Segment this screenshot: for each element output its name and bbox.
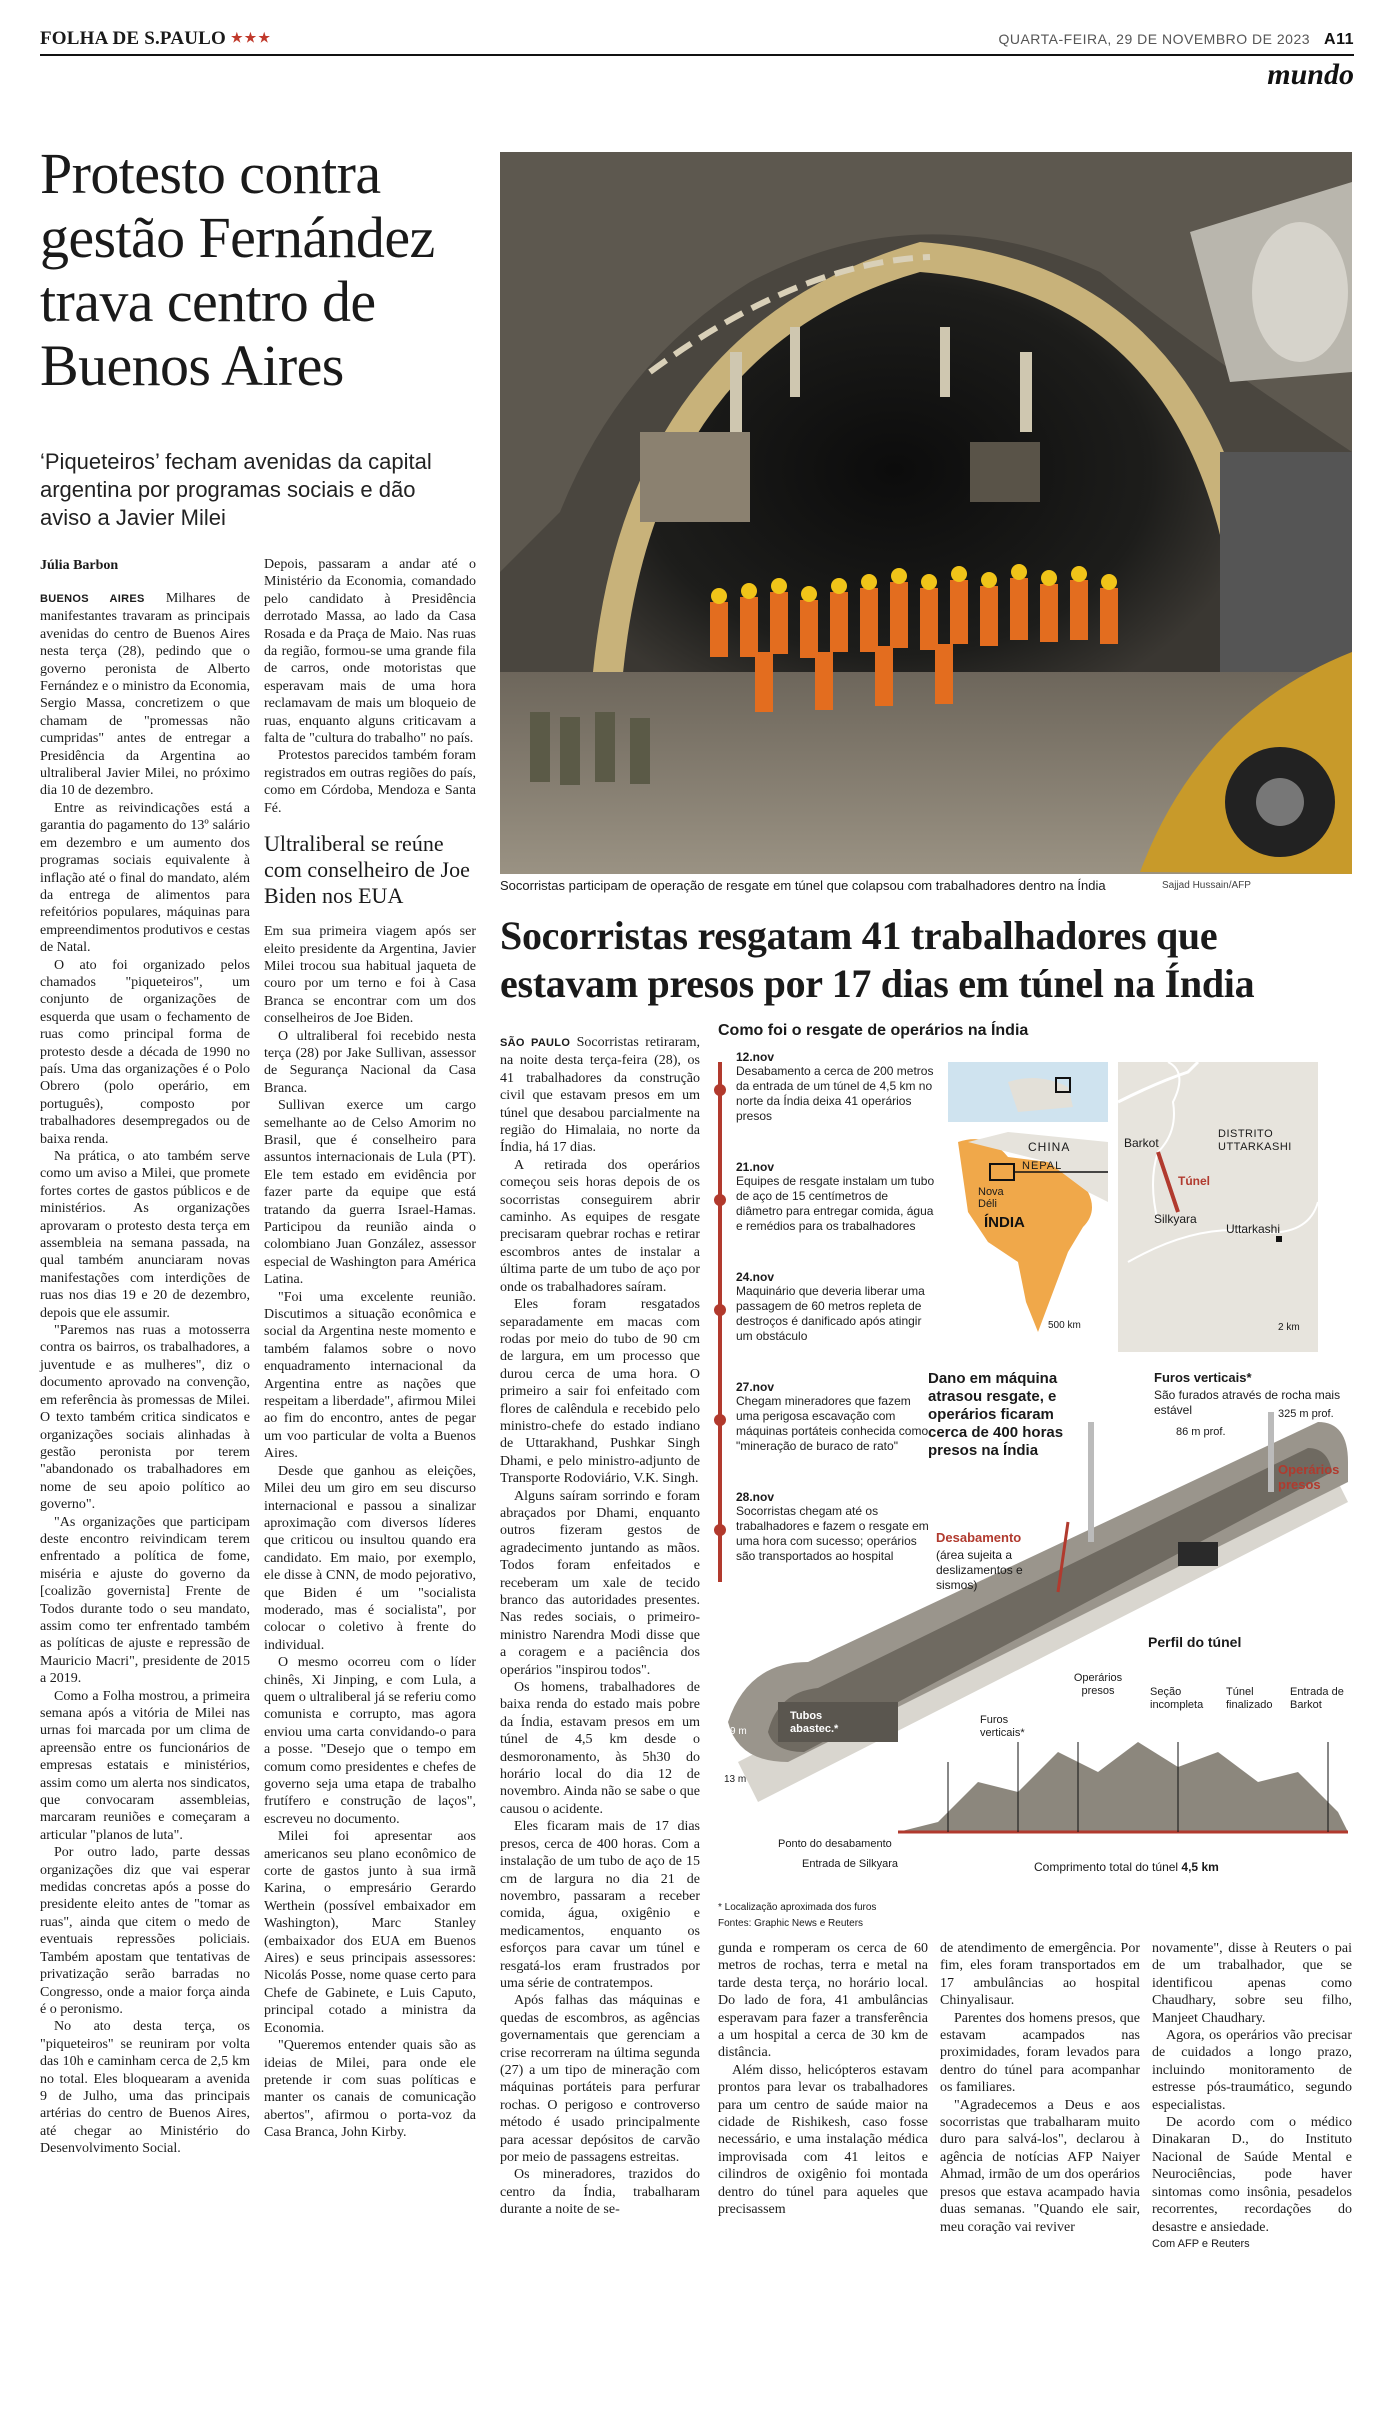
- timeline-text: Socorristas chegam até os trabalhadores e fazem o resgate em uma hora com sucesso; operários são transportados ao hospital: [736, 1504, 929, 1563]
- paragraph: "Paremos nas ruas a motosserra contra os bairros, os trabalhadores, a juventude e as mulheres", diz o documento aprovado na convenção, em referência às promessas de Milei. O texto também critica sindicatos e organizações sociais alinhadas à gestão peronista por terem "abandonado os trabalhadores em nome de seu apoio político ao governo".: [40, 1323, 250, 1513]
- paragraph: [40, 590, 250, 800]
- paragraph: O mesmo ocorreu com o líder chinês, Xi Jinping, e com Lula, a quem o ultraliberal já se referiu como comunista e corrupto, mas agora enviou uma carta convidando-o para a posse. "Desejo que o tempo em comum como presidentes e chefes de governo seja uma etapa de trabalho frutífero e construção de laços", escreveu no documento.: [264, 1655, 476, 1827]
- deck-argentina: ‘Piqueteiros’ fecham avenidas da capital argentina por programas sociais e dão aviso a Javier Milei: [40, 449, 432, 530]
- map-scale: 2 km: [1278, 1322, 1300, 1333]
- map-label-uttarkashi: Uttarkashi: [1226, 1222, 1281, 1236]
- map-label-nepal: NEPAL: [1022, 1160, 1063, 1172]
- infographic-sources: Fontes: Graphic News e Reuters: [718, 1918, 864, 1929]
- subheading-biden: Ultraliberal se reúne com conselheiro de Joe Biden nos EUA: [264, 831, 470, 909]
- timeline-item: [736, 1050, 936, 1160]
- paragraph: A retirada dos operários começou seis horas depois de os socorristas conseguirem abrir caminho. As equipes de resgate precisaram quebrar rochas e retirar escombros antes de instalar a última parte de um tubo de aço por onde os trabalhadores saíram.: [500, 1157, 700, 1295]
- agency-credit: Com AFP e Reuters: [1152, 2237, 1250, 2250]
- uttarkashi-map-shape: [1118, 1062, 1318, 1352]
- byline: Júlia Barbon: [40, 558, 119, 573]
- collapse-label: Desabamento: [936, 1530, 1022, 1545]
- paragraph: Após falhas das máquinas e quedas de escombros, as agências governamentais que gerenciam a crise recorreram na última segunda (27) a um tipo de mineração com máquinas portáteis para perfurar rochas. O perigoso e controverso método é usado principalmente para acessar depósitos de carvão por meio de passagens estreitas.: [500, 1993, 700, 2165]
- dimension-label: 13 m: [724, 1774, 747, 1785]
- map-scale: 500 km: [1048, 1320, 1081, 1331]
- article-column-4: [718, 1940, 928, 2218]
- paragraph: Além disso, helicópteros estavam prontos para levar os trabalhadores para um centro de saúde maior na cidade de Rishikesh, caso fosse necessário, e uma instalação médica improvisada com 41 leitos e cilindros de oxigênio foi montada dentro do túnel para aqueles que precisassem: [718, 2062, 928, 2218]
- trapped-workers-label: Operários presos: [1278, 1462, 1340, 1492]
- paragraph-text: Milhares de manifestantes travaram as principais avenidas do centro de Buenos Aires nesta terça (28), pedindo que o governo peronista de Alberto Fernández e o ministro da Economia, Sergio Massa, concretizem o que chamam de "promessas não cumpridas" antes de entregar a Presidência da Argentina ao ultraliberal Javier Milei, no próximo dia 10 de dezembro.: [40, 591, 251, 799]
- paragraph: O ato foi organizado pelos chamados "piqueteiros", um conjunto de organizações de esquerda que usam o fechamento de ruas como principal forma de protesto desde a década de 1990 no país. Uma das organizações é o Polo Obrero (polo operário, em português), composto por trabalhadores desempregados ou de baixa renda.: [40, 957, 250, 1147]
- paragraph: novamente", disse à Reuters o pai de um trabalhador, que se identificou apenas como Chaudhary, sobre seu filho, Manjeet Chaudhary.: [1152, 1941, 1352, 2026]
- map-label-district: DISTRITO UTTARKASHI: [1218, 1128, 1292, 1153]
- timeline-date: 21.nov: [736, 1160, 775, 1174]
- uttarkashi-map: [1118, 1062, 1318, 1352]
- timeline-date: 12.nov: [736, 1050, 775, 1064]
- map-label-china: CHINA: [1028, 1140, 1071, 1154]
- paragraph: gunda e romperam os cerca de 60 metros de rochas, terra e metal na tarde desta terça, no horário local. Do lado de fora, 41 ambulâncias esperavam para fazer a transferência a um hospital a cerca de 30 km de distância.: [718, 1941, 928, 2061]
- paragraph: O ultraliberal foi recebido nesta terça (28) por Jake Sullivan, assessor de Segurança Nacional da Casa Branca.: [264, 1028, 476, 1096]
- article-column-3: [500, 1034, 701, 2218]
- timeline-text: Chegam mineradores que fazem uma perigosa escavação com máquinas portáteis conhecida como "mineração de buraco de rato": [736, 1394, 929, 1453]
- tunnel-length: [1034, 1860, 1219, 1874]
- paragraph: de atendimento de emergência. Por fim, eles foram transportados em 17 ambulâncias ao hospital Chinyalisaur.: [940, 1941, 1140, 2009]
- paragraph: "Foi uma excelente reunião. Discutimos a situação econômica e social da Argentina neste momento e também falamos sobre o novo enquadramento internacional da Argentina entre as nações que respeitam a liberdade", afirmou Milei ao fim do encontro, antes de pegar um voo particular de volta a Buenos Aires.: [264, 1289, 476, 1462]
- paragraph: Os mineradores, trazidos do centro da Índia, trabalharam durante a noite de se-: [500, 2167, 700, 2218]
- profile-label: Túnel finalizado: [1226, 1686, 1273, 1711]
- paragraph: Alguns saíram sorrindo e foram abraçados por Dhami, enquanto outros fizeram gestos de agradecimento juntando as mãos. Todos foram enfeitados e receberam um xale de tecido branco das autoridades presentes. Nas redes sociais, o primeiro-ministro Narendra Modi disse que a coragem e a paciência dos operários "inspirou todos".: [500, 1488, 700, 1678]
- infographic-footnote: * Localização aproximada dos furos: [718, 1902, 877, 1913]
- timeline-text: Equipes de resgate instalam um tubo de aço de 15 centímetros de diâmetro para entregar comida, água e remédios para os trabalhadores: [736, 1174, 935, 1233]
- paragraph: Na prática, o ato também serve como um aviso a Milei, que promete fortes cortes de gastos públicos e de ministérios. As organizações aprovaram o protesto desta terça em assembleia na semana passada, na qual também anunciaram novas manifestações com interdições de ruas nos dias 19 e 20 de dezembro, depois que ele assumir.: [40, 1149, 250, 1321]
- paragraph: "Agradecemos a Deus e aos socorristas que trabalharam muito duro para salvá-los", declarou à agência de notícias AFP Naiyer Ahmad, irmão de um dos operários presos que estava acampado havia duas semanas. "Quando ele sair, meu coração vai reviver: [940, 2097, 1140, 2235]
- tunnel-length-value: 4,5 km: [1181, 1860, 1219, 1874]
- paragraph: Sullivan exerce um cargo semelhante ao de Celso Amorim no Brasil, que é conselheiro para assuntos internacionais de Lula (PT). Ele tem estado em evidência por fazer parte da equipe que está tratando da guerra Israel-Hamas. Participou da reunião ainda o colombiano Juan González, assessor especial de Washington para América Latina.: [264, 1098, 476, 1288]
- vertical-holes-title: Furos verticais*: [1154, 1370, 1252, 1385]
- edition-date: QUARTA-FEIRA, 29 DE NOVEMBRO DE 2023: [998, 31, 1311, 47]
- paragraph: Milei foi apresentar aos americanos seu plano econômico de corte de gastos junto à sua irmã Karina, o empresário Gerardo Werthein (possível embaixador em Washington), Marc Stanley (embaixador dos EUA em Buenos Aires) e seus principais assessores: Nicolás Posse, nome quase certo para Chefe de Gabinete, e Luis Caputo, principal cotado a ministra da Economia.: [264, 1829, 476, 2036]
- timeline-item: [736, 1270, 936, 1380]
- paragraph: Eles foram resgatados separadamente em macas com rodas por meio do tubo de 90 cm de largura, em um processo que durou cerca de uma hora. O primeiro a sair foi enfeitado com flores de calêndula e recebido pelo ministro-chefe do estado indiano de Uttarakhand, Pushkar Singh Dhami, e pelo ministro-adjunto de Transporte Rodoviário, V.K. Singh.: [500, 1297, 700, 1487]
- timeline-item: [736, 1160, 936, 1270]
- date-bar: [998, 31, 1354, 49]
- paragraph: Os homens, trabalhadores de baixa renda do estado mais pobre da Índia, estavam presos em um túnel de 4,5 km desde o desmoronamento, às 5h30 do horário local do dia 12 de novembro. Ainda não se sabe o que causou o acidente.: [500, 1680, 700, 1817]
- depth-label: 86 m prof.: [1176, 1426, 1226, 1438]
- paragraph: Em sua primeira viagem após ser eleito presidente da Argentina, Javier Milei trocou sua habitual jaqueta de couro por um terno e foi à Casa Branca se encontrar com um dos conselheiros de Joe Biden.: [264, 924, 476, 1027]
- map-label-barkot: Barkot: [1124, 1136, 1159, 1150]
- timeline-date: 27.nov: [736, 1380, 775, 1394]
- timeline-text: Desabamento a cerca de 200 metros da entrada de um túnel de 4,5 km no norte da Índia deixa 41 operários presos: [736, 1064, 934, 1123]
- silkyara-entrance-label: Entrada de Silkyara: [802, 1858, 898, 1870]
- timeline-dot: [714, 1304, 726, 1316]
- paragraph: Desde que ganhou as eleições, Milei deu um giro em seu discurso internacional e passou a sinalizar aproximação com diversos líderes que criticou ou insultou quando era candidato. Em maio, por exemplo, ele disse à CNN, de modo pejorativo, que Biden é um "socialista moderado, mas é socialista", por colocar o coletivo à frente do individual.: [264, 1463, 476, 1653]
- article-column-5: [940, 1940, 1140, 2235]
- photo-credit: Sajjad Hussain/AFP: [1162, 880, 1251, 891]
- paragraph-text: Socorristas retiraram, na noite desta terça-feira (28), os 41 trabalhadores da construção civil que estavam presos em um túnel que desabou parcialmente na região do Himalaia, no norte da Índia, há 17 dias.: [500, 1035, 701, 1156]
- profile-label: Furos verticais*: [980, 1714, 1025, 1739]
- dateline: SÃO PAULO: [500, 1037, 571, 1049]
- timeline-dot: [714, 1194, 726, 1206]
- paragraph: Eles ficaram mais de 17 dias presos, cerca de 400 horas. Com a instalação de um tubo de aço de 15 cm de largura no dia 21 de novembro, passaram a receber comida, água, oxigênio e medicamentos, enquanto os esforços para cavar um túnel e resgatá-los eram frustrados por uma série de contratempos.: [500, 1819, 700, 1991]
- timeline-text: Maquinário que deveria liberar uma passagem de 60 metros repleta de destroços é danificado após atingir um obstáculo: [736, 1284, 925, 1343]
- paragraph: Entre as reivindicações está a garantia do pagamento do 13º salário em dezembro e um aumento dos programas sociais equivalente à inflação até o final do mandato, além da entrega de alimentos para refeitórios populares, máquinas para empreendimentos produtivos e cestas de Natal.: [40, 800, 250, 956]
- infographic: [718, 1022, 1358, 2022]
- depth-label: 325 m prof.: [1278, 1408, 1334, 1420]
- profile-label: Seção incompleta: [1150, 1686, 1204, 1711]
- damage-note: Dano em máquina atrasou resgate, e operários ficaram cerca de 400 horas presos na Índia: [928, 1370, 1064, 1459]
- paragraph: Depois, passaram a andar até o Ministério da Economia, comandado pelo candidato à Presidência derrotado Massa, ao lado da Casa Rosada e da Praça de Maio. Nas ruas da região, formou-se uma grande fila de carros, onde motoristas que esperavam mais de uma hora reclamavam de mais um bloqueio de ruas, enquanto alguns criticavam a falta de "cultura do trabalho" no país.: [264, 557, 476, 747]
- collapse-note: (área sujeita a deslizamentos e sismos): [936, 1548, 1023, 1592]
- map-label-tunnel: Túnel: [1178, 1174, 1210, 1188]
- article-column-6: [1152, 1940, 1352, 2250]
- paragraph: Protestos parecidos também foram registrados em outras regiões do país, como em Córdoba, Mendoza e Santa Fé.: [264, 748, 476, 816]
- profile-label: Operários presos: [1073, 1672, 1123, 1697]
- rescue-photo: [500, 152, 1352, 874]
- paragraph: Agora, os operários vão precisar de cuidados a longo prazo, incluindo monitoramento de estresse pós-traumático, segundo especialistas.: [1152, 2028, 1352, 2113]
- paragraph: No ato desta terça, os "piqueteiros" se reuniram por volta das 10h e caminham cerca de 2,5 km no total. Eles bloquearam a avenida 9 de Julho, uma das principais artérias do centro de Buenos Aires, até chegar ao Ministério do Desenvolvimento Social.: [40, 2019, 250, 2157]
- tunnel-length-label: Comprimento total do túnel: [1034, 1860, 1179, 1874]
- supply-tubes-label: Tubos abastec.*: [790, 1710, 839, 1735]
- india-map-shape: [948, 1062, 1108, 1352]
- paragraph: "Queremos entender quais são as ideias de Milei, para onde ele pretende ir com suas políticas e manter os canais de comunicação abertos", afirmou o porta-voz da Casa Branca, John Kirby.: [264, 2038, 476, 2141]
- headline-argentina: Protesto contra gestão Fernández trava centro de Buenos Aires: [40, 141, 435, 398]
- article-column-1: [40, 590, 251, 2157]
- paragraph: [500, 1034, 700, 1157]
- map-label-delhi: Nova Déli: [978, 1186, 1004, 1210]
- paragraph: De acordo com o médico Dinakaran D., do Instituto Nacional de Saúde Mental e Neurociências, pode haver sintomas como insônia, pesadelos recorrentes, recordações do desastre e ansiedade.: [1152, 2115, 1352, 2235]
- headline-india: Socorristas resgatam 41 trabalhadores que estavam presos por 17 dias em túnel na Índia: [500, 913, 1255, 1006]
- paragraph: "As organizações que participam deste encontro reivindicam terem enfrentado a política de fome, miséria e ajuste do governo da [coalizão governista] Frente de Todos durante todo o seu mandato, assim como ter enfrentado também as políticas de ajuste e repressão de Mauricio Macri", presidente de 2015 a 2019.: [40, 1514, 250, 1687]
- dateline: BUENOS AIRES: [40, 593, 145, 605]
- dimension-label: 9 m: [730, 1726, 747, 1737]
- profile-title: Perfil do túnel: [1148, 1634, 1242, 1650]
- masthead-title: FOLHA DE S.PAULO: [40, 28, 227, 49]
- timeline-date: 28.nov: [736, 1490, 775, 1504]
- infographic-title: Como foi o resgate de operários na Índia: [718, 1022, 1029, 1039]
- paragraph: Parentes dos homens presos, que estavam acampados nas proximidades, foram levados para dentro do túnel para acompanhar os familiares.: [940, 2010, 1140, 2096]
- vertical-holes-text: São furados através de rocha mais estável: [1154, 1388, 1341, 1417]
- map-label-india: ÍNDIA: [984, 1214, 1025, 1231]
- paragraph: Por outro lado, parte dessas organizações diz que vai esperar medidas concretas após a posse do presidente eleito antes de "tomar as ruas", ainda que citem o medo de eventuais repressões policiais. Também apostam que tentativas de privatização serão barradas no Congresso, onde a maior força ainda é o peronismo.: [40, 1845, 250, 2017]
- section-label: mundo: [1267, 58, 1354, 91]
- collapse-point-label: Ponto do desabamento: [778, 1838, 892, 1850]
- timeline-dot: [714, 1084, 726, 1096]
- photo-caption: Socorristas participam de operação de resgate em túnel que colapsou com trabalhadores dentro na Índia: [500, 878, 1106, 893]
- header-rule: [40, 54, 1354, 56]
- article-column-2: [264, 556, 476, 2141]
- map-label-silkyara: Silkyara: [1154, 1212, 1197, 1226]
- masthead: [40, 28, 272, 50]
- timeline-date: 24.nov: [736, 1270, 775, 1284]
- profile-label: Entrada de Barkot: [1290, 1686, 1344, 1711]
- paragraph: Como a Folha mostrou, a primeira semana após a vitória de Milei nas urnas foi marcada por um clima de apreensão entre os funcionários de empresas estatais e ministérios, assim como um alerta nos sindicatos, que convocaram assembleias, marcaram reuniões e começaram a articular "planos de luta".: [40, 1688, 250, 1843]
- rescue-photo-illustration: [500, 152, 1352, 874]
- page-number: A11: [1324, 31, 1354, 48]
- tunnel-profile: [898, 1712, 1348, 1842]
- india-map: [948, 1062, 1108, 1352]
- masthead-stars: ★★★: [231, 30, 272, 45]
